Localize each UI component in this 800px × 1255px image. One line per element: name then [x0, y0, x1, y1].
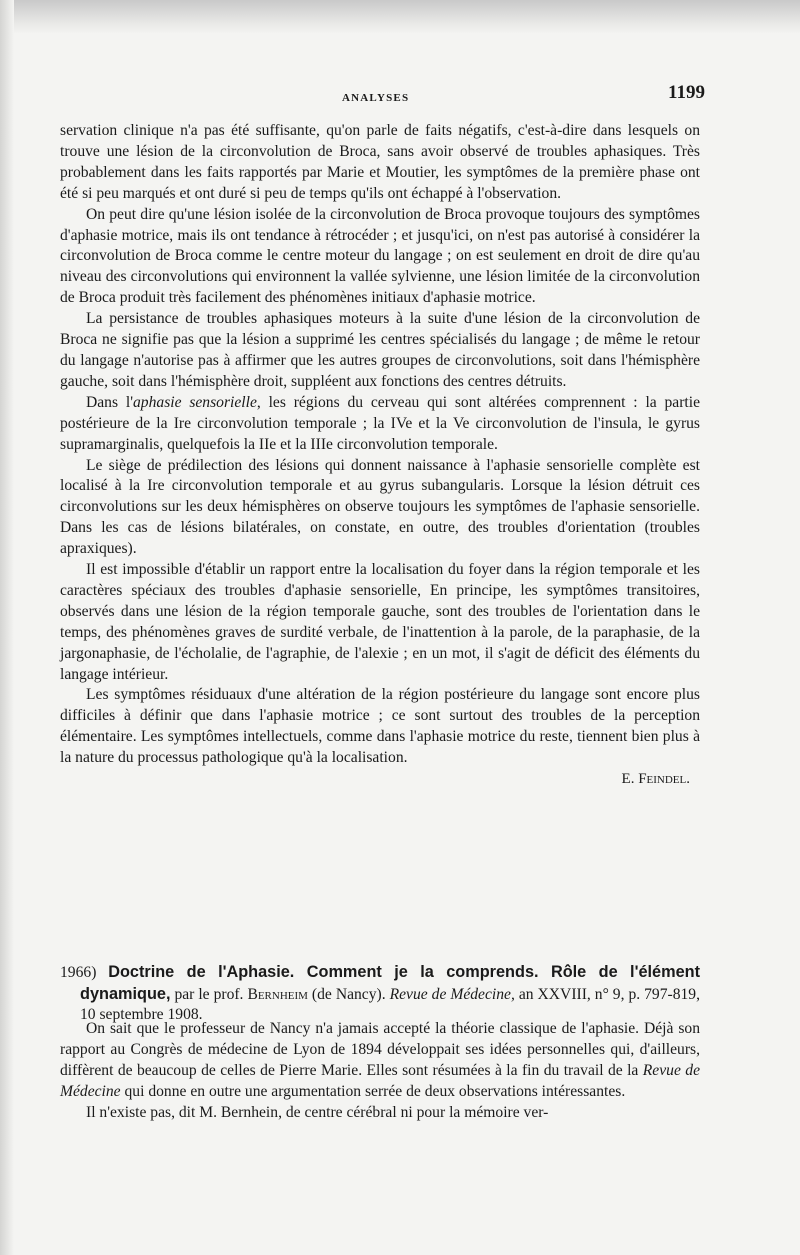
article-paragraph-1-end: qui donne en outre une argumentation serrée de deux observations intéressantes.	[120, 1082, 626, 1100]
scan-shadow-top	[0, 0, 800, 34]
paragraph-6: Il est impossible d'établir un rapport entre la localisation du foyer dans la région temporale et les caractères spéciaux des troubles d'aphasie sensorielle, En principe, les symptômes transitoires, observés dans une lésion de la région temporale gauche, sont des troubles de l'orientation dans le temps, des phénomènes graves de surdité verbale, de l'inattention à la parole, de la paraphasie, de la jargonaphasie, de l'écholalie, de l'agraphie, de l'alexie ; en un mot, il s'agit de déficit des éléments du langage intérieur.	[60, 561, 700, 683]
paragraph-3: La persistance de troubles aphasiques moteurs à la suite d'une lésion de la circonvolution de Broca ne signifie pas que la lésion a supprimé les centres spécialisés du langage ; de même le retour du langage n'autorise pas à affirmer que les autres groupes de circonvolutions, soit dans l'hémisphère gauche, soit dans l'hémisphère droit, suppléent aux fonctions des centres détruits.	[60, 310, 700, 390]
article-journal: Revue de Médecine,	[389, 985, 515, 1003]
page-number: 1199	[668, 82, 705, 103]
paragraph-4-text: , les régions du cerveau qui sont altérées comprennent : la partie postérieure de la Ire circonvolution temporale ; la IVe et la Ve circonvolution de l'insula, le gyrus supramarginalis, quelquefois la IIe et la IIIe circonvolution temporale.	[60, 393, 701, 453]
article-number: 1966)	[60, 964, 97, 981]
article-paragraph-1	[60, 1019, 700, 1103]
article-location: (de Nancy).	[307, 985, 390, 1003]
article-heading	[60, 962, 700, 1026]
article-citation: an XXVIII, n° 9, p. 797-819, 10 septembre 1908.	[80, 985, 700, 1024]
paragraph-5: Le siège de prédilection des lésions qui donnent naissance à l'aphasie sensorielle complète est localisé à la Ire circonvolution temporale et au gyrus subangularis. Lorsque la lésion détruit ces circonvolutions sur les deux hémisphères on observe toujours les symptômes de l'aphasie sensorielle. Dans les cas de lésions bilatérales, on constate, en outre, des troubles d'orientation (troubles apraxiques).	[60, 456, 700, 558]
paragraph-4-lead: Dans l'	[86, 393, 133, 411]
paragraph-4	[60, 393, 700, 456]
article-byline: par le prof.	[170, 985, 248, 1003]
article-author: Bernheim	[247, 985, 308, 1003]
paragraph-2: On peut dire qu'une lésion isolée de la circonvolution de Broca provoque toujours des symptômes d'aphasie motrice, mais ils ont tendance à rétrocéder ; et jusqu'ici, on n'est pas autorisé à considérer la circonvolution de Broca comme le centre moteur du langage ; on est seulement en droit de dire qu'au niveau des circonvolutions qui environnent la vallée sylvienne, une lésion limitée de la circonvolution de Broca produit très facilement des phénomènes initiaux d'aphasie motrice.	[60, 205, 700, 307]
article-paragraph-2: Il n'existe pas, dit M. Bernhein, de centre cérébral ni pour la mémoire ver-	[86, 1103, 549, 1121]
article-title: Doctrine de l'Aphasie. Comment je la comprends. Rôle de l'élément dynamique,	[80, 963, 700, 1003]
running-head: ANALYSES	[342, 92, 410, 104]
article-entry	[60, 962, 700, 1026]
article-paragraph-1-emphasis: Revue de Médecine	[60, 1061, 701, 1100]
article-body	[60, 1019, 700, 1124]
article-paragraph-1-text: On sait que le professeur de Nancy n'a jamais accepté la théorie classique de l'aphasie. Déjà son rapport au Congrès de médecine de Lyon de 1894 développait ses idées personnelles qui, d'ailleurs, diffèrent de beaucoup de celles de Pierre Marie. Elles sont résumées à la fin du travail de la	[60, 1020, 700, 1079]
paragraph-4-emphasis: aphasie sensorielle	[133, 393, 257, 411]
paragraph-7: Les symptômes résiduaux d'une altération de la région postérieure du langage sont encore plus difficiles à définir que dans l'aphasie motrice ; ce sont surtout des troubles de la perception élémentaire. Les symptômes intellectuels, comme dans l'aphasie motrice du reste, tiennent bien plus à la nature du processus pathologique qu'à la localisation.	[60, 686, 700, 767]
paragraph-1: servation clinique n'a pas été suffisante, qu'on parle de faits négatifs, c'est-à-dire dans lesquels on trouve une lésion de la circonvolution de Broca, sans avoir observé de troubles aphasiques. Très probablement dans les faits rapportés par Marie et Moutier, les symptômes de la première phase ont été si peu marqués et ont duré si peu de temps qu'ils ont échappé à l'observation.	[60, 122, 700, 202]
page-header	[60, 82, 705, 112]
author-signature: E. Feindel.	[621, 771, 690, 788]
scan-shadow-left	[0, 0, 14, 1255]
body-text	[60, 121, 700, 790]
